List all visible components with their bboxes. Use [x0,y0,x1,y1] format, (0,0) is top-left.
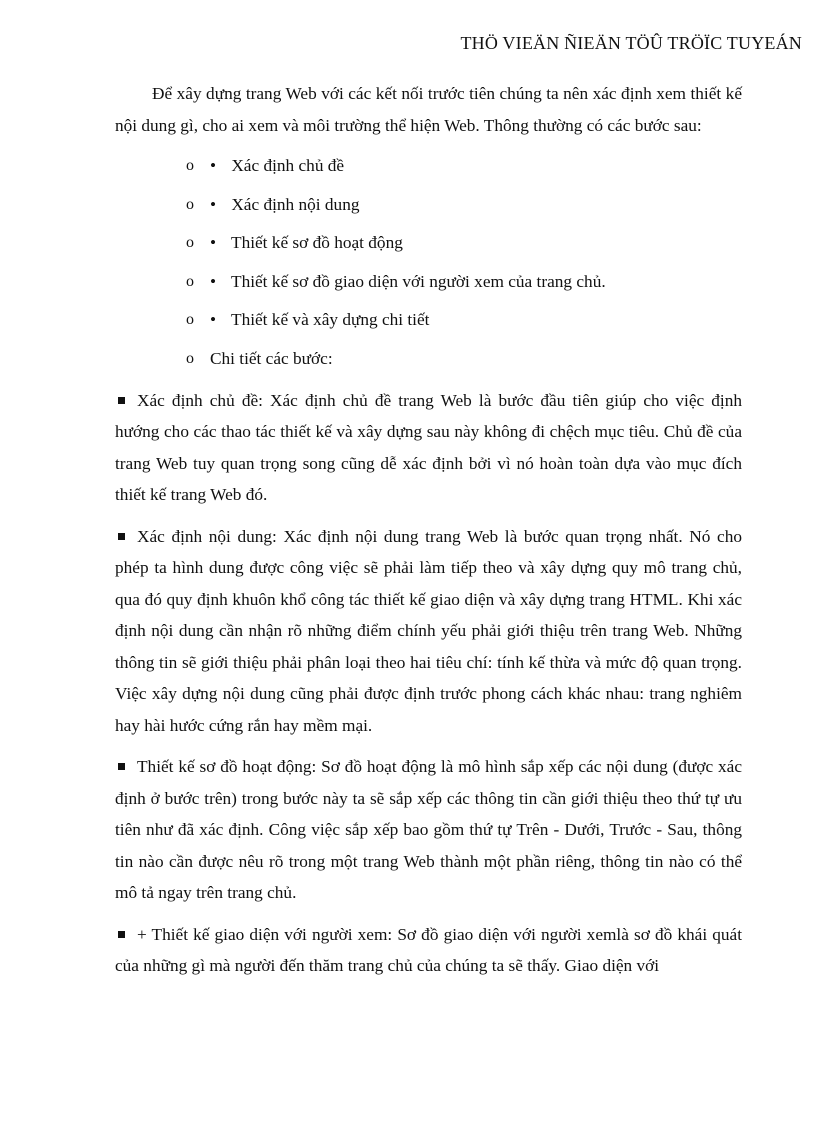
step-text: Thiết kế sơ đồ hoạt động [231,233,403,253]
section-activity-diagram [115,751,742,909]
step-item [115,263,742,302]
dot-bullet-icon: • [210,271,217,291]
square-bullet-icon [118,533,125,540]
step-text: Xác định chủ đề [231,156,345,175]
step-item [115,186,742,225]
step-text: Xác định nội dung [231,194,360,214]
step-item [115,147,742,186]
page-body [115,78,742,982]
circle-bullet-icon: o [186,311,194,329]
page-header: THÖ VIEÄN ÑIEÄN TÖÛ TRÖÏC TUYEÁN [460,33,802,53]
section-text: + Thiết kế giao diện với người xem: Sơ đồ giao diện với người xemlà sơ đồ khái quát của những gì mà người đến thăm trang chủ của chúng ta sẽ thấy. Giao diện với [115,924,742,976]
square-bullet-icon [118,931,125,938]
dot-bullet-icon: • [210,194,217,214]
section-topic [115,385,742,511]
step-text: Thiết kế và xây dựng chi tiết [231,310,430,330]
circle-bullet-icon: o [186,157,194,174]
details-heading-text: Chi tiết các bước: [210,348,333,368]
dot-bullet-icon: • [210,233,217,253]
intro-paragraph: Để xây dựng trang Web với các kết nối trước tiên chúng ta nên xác định xem thiết kế nội dung gì, cho ai xem và môi trường thể hiện Web. Thông thường có các bước sau: [115,84,742,135]
dot-bullet-icon: • [210,310,217,330]
section-text: Xác định nội dung: Xác định nội dung trang Web là bước quan trọng nhất. Nó cho phép ta hình dung được công việc sẽ phải làm tiếp theo và xây dựng quy mô trang chủ, qua đó quy định khuôn khổ công tác thiết kế giao diện và xây dựng trang HTML. Khi xác định nội dung cần nhận rõ những điểm chính yếu phải giới thiệu trên trang Web. Những thông tin sẽ giới thiệu phải phân loại theo hai tiêu chí: tính kế thừa và mức độ quan trọng. Việc xây dựng nội dung cũng phải được định trước phong cách khác nhau: trang nghiêm hay hài hước cứng rắn hay mềm mại. [115,526,742,735]
circle-bullet-icon: o [186,349,194,367]
section-interface-design [115,919,742,982]
step-item [115,224,742,263]
square-bullet-icon [118,763,125,770]
circle-bullet-icon: o [186,234,194,252]
section-text: Thiết kế sơ đồ hoạt động: Sơ đồ hoạt động là mô hình sắp xếp các nội dung (được xác định ở bước trên) trong bước này ta sẽ sắp xếp các thông tin cần giới thiệu theo thứ tự ưu tiên như đã xác định. Công việc sắp xếp bao gồm thứ tự Trên - Dưới, Trước - Sau, thông tin nào cần được nêu rõ trong một trang Web thành một phần riêng, thông tin nào có thể mô tả ngay trên trang chủ. [115,757,742,903]
section-content [115,521,742,742]
circle-bullet-icon: o [186,272,194,290]
step-text: Thiết kế sơ đồ giao diện với người xem của trang chủ. [231,271,606,291]
step-item [115,301,742,340]
steps-list [115,147,742,379]
details-heading [115,340,742,379]
section-text: Xác định chủ đề: Xác định chủ đề trang Web là bước đầu tiên giúp cho việc định hướng cho các thao tác thiết kế và xây dựng sau này không đi chệch mục tiêu. Chủ đề của trang Web tuy quan trọng song cũng dễ xác định bởi vì nó hoàn toàn dựa vào mục đích thiết kế trang Web đó. [115,390,742,505]
dot-bullet-icon: • [210,156,217,175]
square-bullet-icon [118,397,125,404]
circle-bullet-icon: o [186,195,194,213]
